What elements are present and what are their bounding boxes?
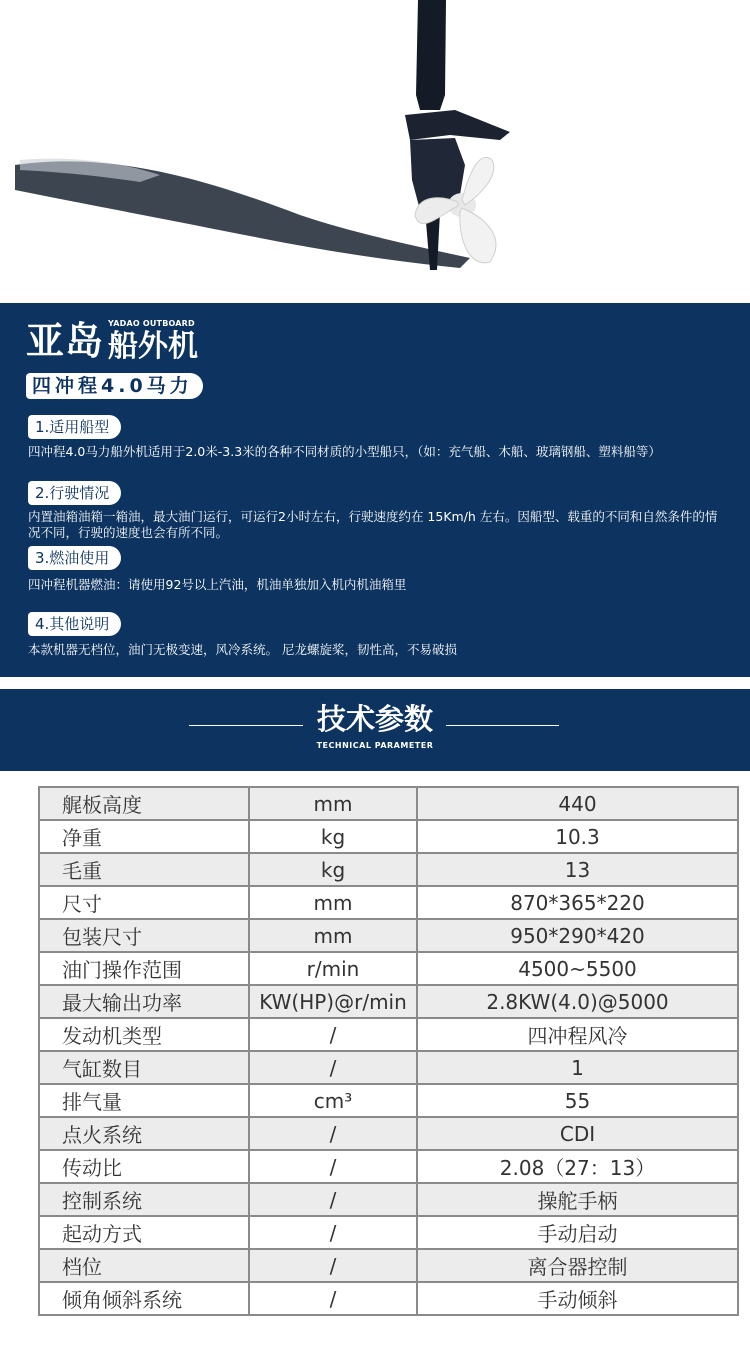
spec-name-cell: 传动比 (39, 1150, 249, 1183)
spec-name-cell: 气缸数目 (39, 1051, 249, 1084)
spec-value-cell: 2.08（27：13） (417, 1150, 738, 1183)
table-row (39, 1183, 738, 1216)
spec-value-cell: 4500~5500 (417, 952, 738, 985)
section-text-4: 本款机器无档位，油门无极变速，风冷系统。 尼龙螺旋桨，韧性高，不易破损 (28, 642, 457, 657)
table-row (39, 1084, 738, 1117)
spec-unit-cell: mm (249, 787, 417, 820)
spec-name-cell: 排气量 (39, 1084, 249, 1117)
spec-name-cell: 净重 (39, 820, 249, 853)
outboard-motor-illustration (0, 0, 750, 303)
spec-value-cell: 四冲程风冷 (417, 1018, 738, 1051)
spec-value-cell: 手动倾斜 (417, 1282, 738, 1315)
spec-value-cell: 操舵手柄 (417, 1183, 738, 1216)
brand-english-name: YADAO OUTBOARD (108, 319, 195, 328)
table-row (39, 787, 738, 820)
spec-unit-cell: / (249, 1150, 417, 1183)
table-row (39, 1282, 738, 1315)
spec-value-cell: 手动启动 (417, 1216, 738, 1249)
spec-name-cell: 油门操作范围 (39, 952, 249, 985)
section-label-3: 3.燃油使用 (28, 546, 121, 570)
table-row (39, 985, 738, 1018)
spec-unit-cell: mm (249, 919, 417, 952)
brand-name: 亚岛 (26, 319, 105, 363)
section-label-2: 2.行驶情况 (28, 481, 121, 505)
section-label-4: 4.其他说明 (28, 612, 121, 636)
spec-name-cell: 包装尺寸 (39, 919, 249, 952)
table-row (39, 886, 738, 919)
spec-value-cell: 950*290*420 (417, 919, 738, 952)
spec-unit-cell: / (249, 1117, 417, 1150)
table-row (39, 820, 738, 853)
spec-unit-cell: / (249, 1183, 417, 1216)
section-text-3: 四冲程机器燃油：请使用92号以上汽油，机油单独加入机内机油箱里 (28, 577, 407, 592)
spec-unit-cell: / (249, 1249, 417, 1282)
spec-table (38, 786, 739, 1316)
brand-product-type: 船外机 (108, 329, 198, 364)
table-row (39, 1150, 738, 1183)
spec-unit-cell: r/min (249, 952, 417, 985)
table-row (39, 919, 738, 952)
spec-name-cell: 档位 (39, 1249, 249, 1282)
spec-name-cell: 倾角倾斜系统 (39, 1282, 249, 1315)
spec-value-cell: 10.3 (417, 820, 738, 853)
spec-name-cell: 毛重 (39, 853, 249, 886)
technical-parameter-header (0, 689, 750, 771)
table-row (39, 1051, 738, 1084)
table-row (39, 1249, 738, 1282)
spec-name-cell: 控制系统 (39, 1183, 249, 1216)
tech-title: 技术参数 (316, 702, 433, 736)
spec-unit-cell: / (249, 1018, 417, 1051)
spec-unit-cell: kg (249, 853, 417, 886)
table-row (39, 1117, 738, 1150)
spec-value-cell: 55 (417, 1084, 738, 1117)
spec-name-cell: 点火系统 (39, 1117, 249, 1150)
spec-value-cell: 13 (417, 853, 738, 886)
spec-unit-cell: cm³ (249, 1084, 417, 1117)
spec-unit-cell: KW(HP)@r/min (249, 985, 417, 1018)
section-text-1: 四冲程4.0马力船外机适用于2.0米-3.3米的各种不同材质的小型船只，（如：充气船、木船、玻璃钢船、塑料船等） (28, 444, 661, 459)
spec-unit-cell: / (249, 1216, 417, 1249)
spec-unit-cell: / (249, 1282, 417, 1315)
table-row (39, 1018, 738, 1051)
tech-subtitle: TECHNICAL PARAMETER (316, 741, 434, 750)
section-label-1: 1.适用船型 (28, 415, 121, 439)
spec-value-cell: 2.8KW(4.0)@5000 (417, 985, 738, 1018)
spec-name-cell: 最大输出功率 (39, 985, 249, 1018)
product-description-panel (0, 303, 750, 677)
spec-unit-cell: kg (249, 820, 417, 853)
spec-value-cell: 离合器控制 (417, 1249, 738, 1282)
section-text-2: 内置油箱油箱一箱油，最大油门运行，可运行2小时左右，行驶速度约在 15Km/h 左右。因船型、载重的不同和自然条件的情况不同，行驶的速度也会有所不同。 (28, 509, 718, 540)
spec-table-body (39, 787, 738, 1315)
spec-name-cell: 艉板高度 (39, 787, 249, 820)
spec-value-cell: 870*365*220 (417, 886, 738, 919)
product-image (0, 0, 750, 303)
product-subtitle: 四冲程4.0马力 (26, 373, 203, 399)
spec-name-cell: 尺寸 (39, 886, 249, 919)
spec-value-cell: 1 (417, 1051, 738, 1084)
spec-unit-cell: / (249, 1051, 417, 1084)
spec-name-cell: 起动方式 (39, 1216, 249, 1249)
table-row (39, 1216, 738, 1249)
table-row (39, 853, 738, 886)
spec-name-cell: 发动机类型 (39, 1018, 249, 1051)
table-row (39, 952, 738, 985)
spec-value-cell: CDI (417, 1117, 738, 1150)
spec-value-cell: 440 (417, 787, 738, 820)
spec-unit-cell: mm (249, 886, 417, 919)
